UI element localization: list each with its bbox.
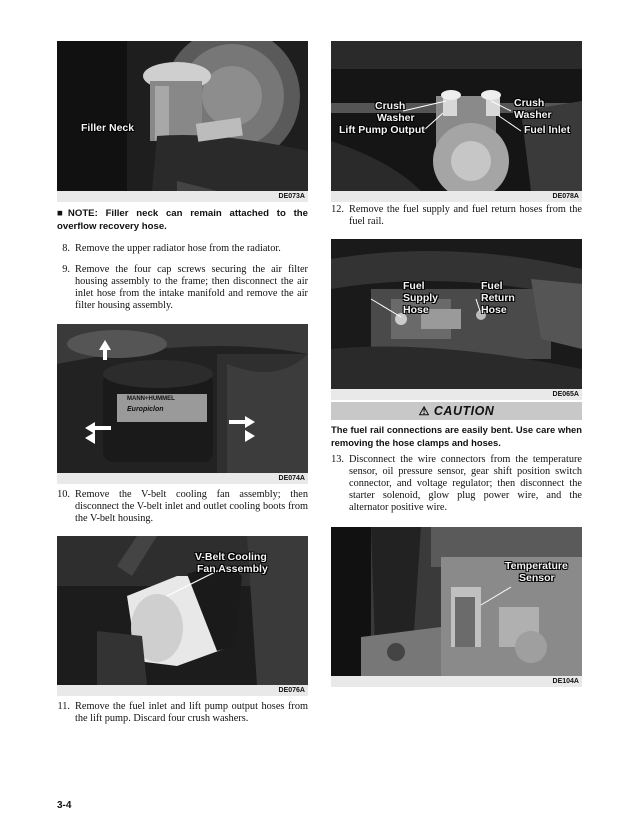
fuel-rail-photo-illustration	[331, 239, 582, 389]
lift-pump-output-label: Lift Pump Output	[339, 124, 425, 136]
step-11	[57, 701, 308, 727]
figure-code-de074a: DE074A	[57, 473, 308, 484]
step-12	[331, 204, 582, 230]
figure-de076a-photo	[57, 536, 308, 685]
fuel-inlet-label: Fuel Inlet	[524, 124, 571, 136]
temperature-sensor-line1: Temperature	[505, 560, 568, 572]
temperature-sensor-line2: Sensor	[519, 572, 555, 584]
crush-washer-right-line1: Crush	[514, 97, 545, 109]
step-number: 13.	[331, 454, 344, 465]
fuel-return-hose-line2: Return	[481, 292, 515, 304]
fuel-supply-hose-line2: Supply	[403, 292, 439, 304]
page-number: 3-4	[57, 800, 72, 811]
note-bullet: ■	[57, 208, 68, 219]
step-8	[57, 243, 308, 257]
figure-de074a-photo	[57, 324, 308, 473]
fuel-supply-hose-line1: Fuel	[403, 280, 425, 292]
figure-de065a-photo	[331, 239, 582, 389]
figure-code-de076a: DE076A	[57, 685, 308, 696]
step-text: Disconnect the wire connectors from the temperature sensor, oil pressure sensor, gear shift position switch connector, and voltage regulator; then disconnect the starter solenoid, glow plug power wire, and the alternator positive wire.	[349, 454, 582, 513]
step-9	[57, 264, 308, 314]
engine-photo-illustration	[57, 41, 308, 191]
step-13	[331, 454, 582, 518]
step-text: Remove the fuel supply and fuel return hoses from the fuel rail.	[349, 204, 582, 227]
figure-code-de104a: DE104A	[331, 676, 582, 687]
crush-washer-right-line2: Washer	[514, 109, 552, 121]
figure-de073a-photo	[57, 41, 308, 191]
fuel-return-hose-line1: Fuel	[481, 280, 503, 292]
caution-warning-icon: ⚠	[418, 404, 430, 418]
step-text: Remove the V-belt cooling fan assembly; then disconnect the V-belt inlet and outlet cooling boots from the V-belt housing.	[75, 489, 308, 524]
step-number: 11.	[57, 701, 70, 712]
step-10	[57, 489, 308, 527]
vbelt-fan-label-line1: V-Belt Cooling	[195, 551, 267, 563]
figure-de104a-photo	[331, 527, 582, 676]
caution-text: The fuel rail connections are easily bent. Use care when removing the hose clamps and hoses.	[331, 424, 582, 448]
fuel-return-hose-line3: Hose	[481, 304, 507, 316]
figure-code-de078a: DE078A	[331, 191, 582, 202]
figure-de078a-photo	[331, 41, 582, 191]
step-number: 9.	[62, 264, 70, 275]
step-text: Remove the upper radiator hose from the radiator.	[75, 243, 281, 254]
fan-assembly-photo-illustration	[57, 536, 308, 685]
step-text: Remove the four cap screws securing the air filter housing assembly to the frame; then disconnect the air inlet hose from the intake manifold and remove the air filter housing assembly.	[75, 264, 308, 311]
step-number: 12.	[331, 204, 344, 215]
brand-label: MANN+HUMMEL	[127, 396, 175, 402]
note-label: NOTE:	[67, 208, 98, 219]
crush-washer-left-line1: Crush	[375, 100, 406, 112]
vbelt-fan-label-line2: Fan Assembly	[197, 563, 268, 575]
figure-code-de073a: DE073A	[57, 191, 308, 202]
step-text: Remove the fuel inlet and lift pump output hoses from the lift pump. Discard four crush washers.	[75, 701, 308, 724]
step-number: 8.	[62, 243, 70, 254]
crush-washer-left-line2: Washer	[377, 112, 415, 124]
fuel-supply-hose-line3: Hose	[403, 304, 429, 316]
temperature-sensor-photo-illustration	[331, 527, 582, 676]
note-filler-neck	[57, 207, 308, 233]
caution-header	[331, 402, 582, 420]
note-text: Filler neck can remain attached to the overflow recovery hose.	[57, 208, 308, 232]
product-label: Europiclon	[127, 406, 164, 413]
filler-neck-label: Filler Neck	[81, 122, 135, 134]
figure-code-de065a: DE065A	[331, 389, 582, 400]
caution-title: CAUTION	[433, 404, 495, 418]
air-filter-photo-illustration	[57, 324, 308, 473]
step-number: 10.	[57, 489, 70, 500]
